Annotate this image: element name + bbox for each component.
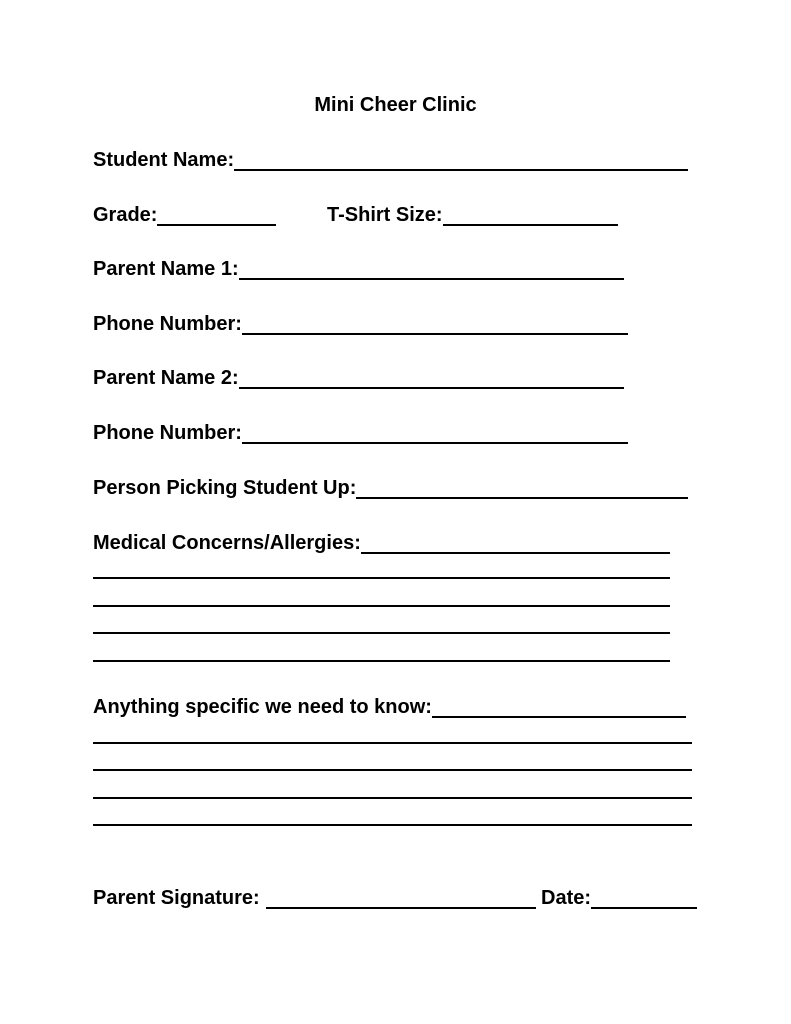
date-row [541, 886, 697, 910]
student-name-label: Student Name: [93, 149, 235, 171]
date-field[interactable] [591, 907, 697, 909]
specific-label: Anything specific we need to know: [93, 696, 432, 718]
parent-name-1-row [93, 257, 624, 281]
specific-row [93, 695, 686, 719]
medical-line[interactable] [93, 577, 670, 579]
medical-line[interactable] [93, 632, 670, 634]
pickup-person-field[interactable] [356, 497, 688, 499]
specific-line[interactable] [93, 769, 692, 771]
grade-label: Grade: [93, 204, 158, 226]
tshirt-size-field[interactable] [443, 224, 618, 226]
form-title: Mini Cheer Clinic [314, 94, 477, 116]
student-name-field[interactable] [234, 169, 688, 171]
phone-number-1-label: Phone Number: [93, 313, 242, 335]
pickup-person-row [93, 476, 688, 500]
specific-line[interactable] [93, 824, 692, 826]
grade-field[interactable] [157, 224, 276, 226]
parent-name-1-field[interactable] [239, 278, 624, 280]
tshirt-size-row [327, 203, 618, 227]
medical-line[interactable] [93, 660, 670, 662]
medical-line[interactable] [93, 605, 670, 607]
student-name-row [93, 148, 688, 172]
signature-row [93, 886, 536, 910]
signature-label: Parent Signature: [93, 887, 260, 909]
specific-line[interactable] [93, 797, 692, 799]
specific-line[interactable] [93, 742, 692, 744]
phone-number-2-field[interactable] [242, 442, 628, 444]
medical-row [93, 531, 670, 555]
parent-name-2-row [93, 366, 624, 390]
phone-number-1-row [93, 312, 628, 336]
phone-number-1-field[interactable] [242, 333, 628, 335]
pickup-person-label: Person Picking Student Up: [93, 477, 357, 499]
tshirt-size-label: T-Shirt Size: [327, 204, 443, 226]
specific-field[interactable] [432, 716, 686, 718]
phone-number-2-label: Phone Number: [93, 422, 242, 444]
grade-row [93, 203, 276, 227]
parent-name-2-label: Parent Name 2: [93, 367, 239, 389]
medical-label: Medical Concerns/Allergies: [93, 532, 361, 554]
medical-field[interactable] [361, 552, 670, 554]
signature-field[interactable] [266, 907, 536, 909]
parent-name-2-field[interactable] [239, 387, 624, 389]
phone-number-2-row [93, 421, 628, 445]
date-label: Date: [541, 887, 592, 909]
parent-name-1-label: Parent Name 1: [93, 258, 239, 280]
